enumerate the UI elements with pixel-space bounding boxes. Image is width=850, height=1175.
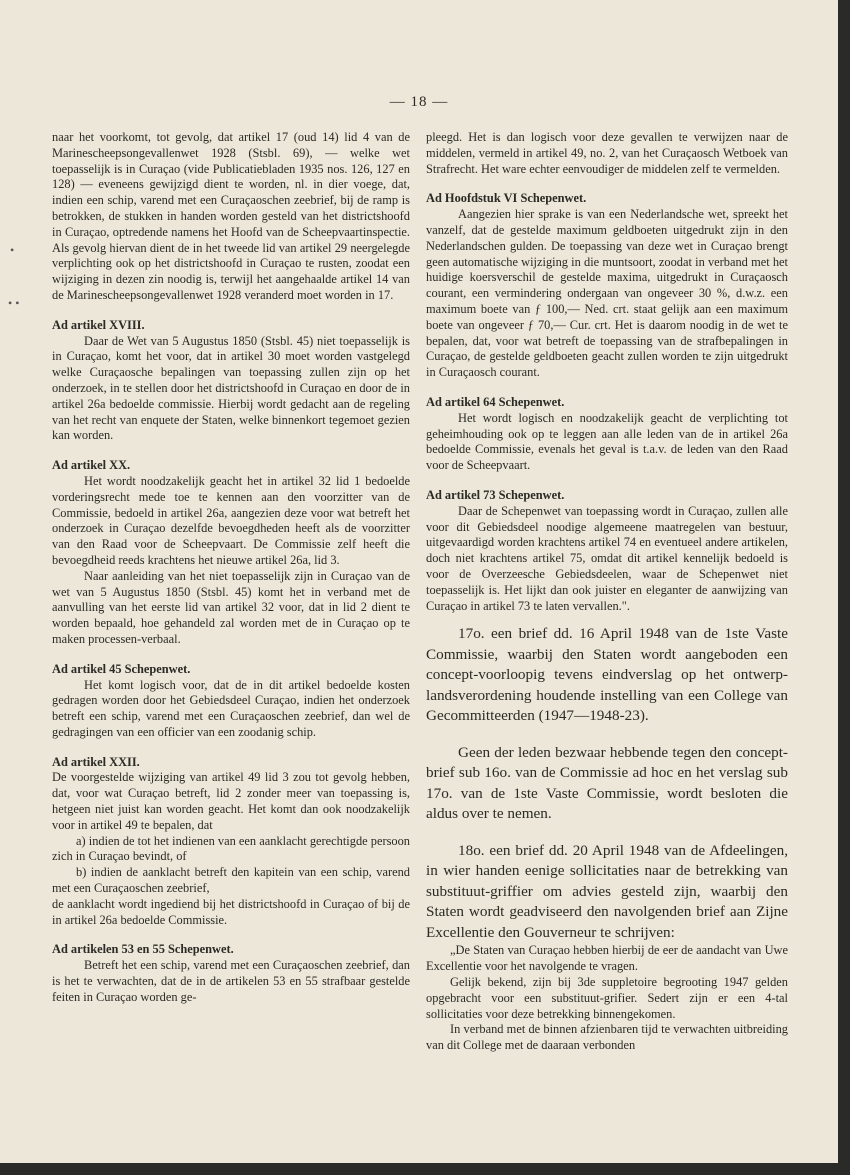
paragraph: In verband met de binnen afzienbaren tijd te verwachten uitbreiding van dit College met de daaraan verbonden: [426, 1022, 788, 1053]
paragraph: Aangezien hier sprake is van een Nederlandsche wet, spreekt het vanzelf, dat de gestelde maximum geldboeten uitgedrukt zijn in den Nederlandschen gulden. De toepassing van deze wet in Curaçao brengt geen automatische wijziging in die muntsoort, zoodat in verband met het huidige koersverschil de gestelde maxima, uitgedrukt in Curaçaosch courant, een vermindering ondergaan van ongeveer 30 %, d.w.z. een maximum boete van ƒ 100,— Ned. crt. staat gelijk aan een maximum boete van ongeveer ƒ 70,— Cur. crt. Het is daarom noodig in de wet te bepalen, dat, voor wat betreft de toepassing van de strafbepalingen in Curaçao, de gestelde geldboeten geacht zullen worden te zijn uitgedrukt in Curaçaosch courant.: [426, 207, 788, 380]
paragraph: „De Staten van Curaçao hebben hierbij de eer de aandacht van Uwe Excellentie voor het navolgende te vragen.: [426, 943, 788, 974]
section-heading: Ad artikel 64 Schepenwet.: [426, 394, 565, 409]
page-number: — 18 —: [389, 94, 449, 110]
paragraph: Daar de Wet van 5 Augustus 1850 (Stsbl. 45) niet toepasselijk is in Curaçao, komt het voor, dat in artikel 30 moet worden vastgelegd welke Curaçaosche bepalingen van toepassing zullen zijn op het onderzoek, in te stellen door het districtshoofd in Curaçao en door de in artikel 26a bedoelde commissie. Hierbij wordt gedacht aan de regeling van het recht van enquete der Staten, welke binnenkort tegemoet gezien kan worden.: [52, 333, 410, 443]
paragraph: pleegd. Het is dan logisch voor deze gevallen te verwijzen naar de middelen, vermeld in artikel 49, no. 2, van het Curaçaosch Wetboek van Strafrecht. Het ware echter eenvoudiger de middelen zelf te vermelden.: [426, 130, 788, 176]
section-heading: Ad Hoofdstuk VI Schepenwet.: [426, 191, 587, 206]
paragraph: b) indien de aanklacht betreft den kapitein van een schip, varend met een Curaçaoschen zeebrief,: [52, 865, 410, 896]
agenda-item-paragraph: Geen der leden bezwaar hebbende tegen den concept-brief sub 16o. van de Commissie ad hoc en het verslag sub 17o. van de 1ste Vaste Commissie, wordt besloten die aldus over te nemen.: [426, 743, 788, 823]
right-column: [426, 130, 788, 1054]
spacer: [426, 614, 788, 624]
agenda-item-paragraph: 18o. een brief dd. 20 April 1948 van de Afdeelingen, in wier handen eenige sollicitaties naar de betrekking van substituut-griffier om advies gesteld zijn, waarbij den Staten wordt geadviseerd den navolgenden brief aan Zijne Excellentie den Gouverneur te schrijven:: [426, 841, 788, 941]
section-heading: Ad artikel 73 Schepenwet.: [426, 487, 565, 502]
paragraph: De voorgestelde wijziging van artikel 49 lid 3 zou tot gevolg hebben, dat, voor wat Curaçao betreft, lid 2 zonder meer van toepassing is, hetgeen niet juist kan worden geacht. Het komt dan ook noodzakelijk voor in artikel 49 te bepalen, dat: [52, 770, 410, 832]
paragraph: de aanklacht wordt ingediend bij het districtshoofd in Curaçao of bij de in artikel 26a bedoelde Commissie.: [52, 896, 410, 927]
paragraph: Gelijk bekend, zijn bij 3de suppletoire begrooting 1947 gelden opgebracht voor een substituut-grifier. Sedert zijn er een 4-tal sollicitaties voor deze betrekking binnengekomen.: [426, 974, 788, 1021]
agenda-item-paragraph: 17o. een brief dd. 16 April 1948 van de 1ste Vaste Commissie, waarbij den Staten wordt aangeboden een concept-voorloopig tevens eindverslag op het ontwerp-landsverordening houdende instelling van een College van Gecommitteerden (1947—1948-23).: [426, 625, 788, 725]
section-heading: Ad artikelen 53 en 55 Schepenwet.: [52, 942, 234, 957]
section-heading: Ad artikel 45 Schepenwet.: [52, 661, 191, 676]
paragraph: Naar aanleiding van het niet toepasselijk zijn in Curaçao van de wet van 5 Augustus 1850 (Stsbl. 45) komt het in verband met de aanvulling van het eerste lid van artikel 32 voor, dat in lid 2 dient te worden bepaald, hoe gehandeld zal worden met de in Curaçao op te maken processen-verbaal.: [52, 568, 410, 646]
paragraph: Het wordt noodzakelijk geacht het in artikel 32 lid 1 bedoelde vorderingsrecht mede toe te kennen aan den voorzitter van de Commissie, bedoeld in artikel 26a, aangezien deze voor wat betreft het onderzoek in Curaçao dezelfde bevoegdheden heeft als de voorzitter van den Raad voor de Scheepvaart. De Commissie zelf heeft die bevoegdheid reeds krachtens het nieuwe artikel 26a, lid 3.: [52, 473, 410, 567]
paragraph: Betreft het een schip, varend met een Curaçaoschen zeebrief, dan is het te verwachten, dat de in de artikelen 53 en 55 strafbaar gestelde feiten in Curaçao worden ge-: [52, 958, 410, 1004]
section-heading: Ad artikel XX.: [52, 458, 131, 473]
section-heading: Ad artikel XVIII.: [52, 317, 145, 332]
paragraph: Het komt logisch voor, dat de in dit artikel bedoelde kosten gedragen worden door het Gebiedsdeel Curaçao, indien het onderzoek betreft een schip, varend met een Curaçaoschen zeebrief, dan wel de gedragingen van een officier van een zoodanig schip.: [52, 677, 410, 739]
section-heading: Ad artikel XXII.: [52, 754, 140, 769]
paragraph: a) indien de tot het indienen van een aanklacht gerechtigde persoon zich in Curaçao bevindt, of: [52, 833, 410, 864]
spacer: [426, 727, 788, 743]
paragraph: Het wordt logisch en noodzakelijk geacht de verplichting tot geheimhouding ook op te leggen aan alle leden van de in artikel 26a bedoelde Commissie, evenals het geval is t.a.v. de leden van den Raad voor de Scheepvaart.: [426, 410, 788, 473]
paragraph: naar het voorkomt, tot gevolg, dat artikel 17 (oud 14) lid 4 van de Marinescheepsongevallenwet 1928 (Stsbl. 69), — welke wet toepasselijk is in Curaçao (vide Publicatiebladen 1935 nos. 126, 127 en 128) — eveneens gewijzigd dient te worden, nl. in dier voege, dat, indien een schip, varend met een Curaçaoschen zeebrief, bij de ramp is betrokken, de stukken in handen worden gesteld van het districtshoofd in Curaçao, optredende namens het Hoofd van de Scheepvaartinspectie. Als gevolg hiervan dient de in het tweede lid van artikel 29 neergelegde verplichting ook op het districtshoofd in Curaçao te rusten, zoodat een wijziging in dezen zin noodig is, terwijl het aangehaalde artikel 14 van de Marinescheepsongevallenwet 1928 veranderd moet worden in 17.: [52, 130, 410, 302]
spacer: [426, 825, 788, 841]
paragraph: Daar de Schepenwet van toepassing wordt in Curaçao, zullen alle voor dit Gebiedsdeel noodige algemeene maatregelen van bestuur, uitgevaardigd worden krachtens artikel 74 en eventueel andere artikelen, doch niet krachtens artikel 75, omdat dit artikel kennelijk bedoeld is voor de Overzeesche Gebiedsdeelen, waar de Schepenwet niet toepasselijk is. Het lijkt dan ook juister en eleganter de aanwijzing van Curaçao in artikel 73 te laten vervallen.".: [426, 503, 788, 613]
margin-dot: •: [10, 243, 15, 257]
left-column: [52, 130, 410, 1006]
margin-dot: • •: [8, 296, 20, 310]
